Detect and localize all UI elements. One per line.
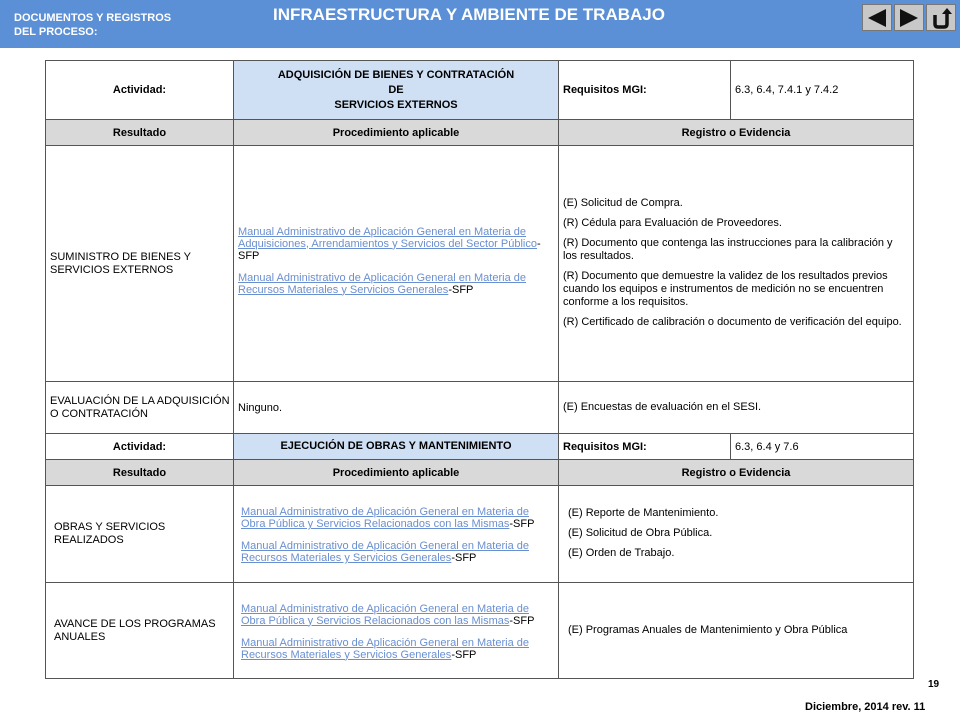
record-cell bbox=[559, 146, 914, 382]
procedure-cell bbox=[234, 583, 559, 679]
result-cell: AVANCE DE LOS PROGRAMAS ANUALES bbox=[46, 583, 234, 679]
activity-title bbox=[234, 61, 559, 120]
column-header-row-2 bbox=[46, 460, 914, 486]
record-cell: (E) Encuestas de evaluación en el SESI. bbox=[559, 382, 914, 434]
revision-date: Diciembre, 2014 rev. 11 bbox=[805, 701, 926, 713]
procedure-cell: Ninguno. bbox=[234, 382, 559, 434]
activity-title: EJECUCIÓN DE OBRAS Y MANTENIMIENTO bbox=[234, 434, 559, 460]
activity-title-line2: DE bbox=[388, 83, 404, 96]
activity-label: Actividad: bbox=[46, 434, 234, 460]
record-item: (R) Documento que demuestre la validez de los resultados previos cuando los equipos e instrumentos de medición no se encuentren conforme a los requisitos. bbox=[563, 270, 888, 308]
column-header-procedure: Procedimiento aplicable bbox=[234, 120, 559, 146]
column-header-record: Registro o Evidencia bbox=[559, 460, 914, 486]
return-button[interactable] bbox=[926, 4, 956, 31]
process-records-table bbox=[45, 60, 914, 679]
column-header-result: Resultado bbox=[46, 120, 234, 146]
header-section-label bbox=[14, 11, 214, 39]
forward-button[interactable] bbox=[894, 4, 924, 31]
page-title: INFRAESTRUCTURA Y AMBIENTE DE TRABAJO bbox=[273, 5, 665, 24]
procedure-link[interactable]: Manual Administrativo de Aplicación General en Materia de Obra Pública y Servicios Relacionados con las Mismas bbox=[241, 506, 529, 530]
record-item: (E) Solicitud de Obra Pública. bbox=[568, 527, 713, 539]
procedure-suffix: -SFP bbox=[509, 518, 535, 530]
page-number: 19 bbox=[928, 679, 940, 690]
requirements-value: 6.3, 6.4, 7.4.1 y 7.4.2 bbox=[731, 61, 914, 120]
record-item: (E) Solicitud de Compra. bbox=[563, 197, 683, 209]
record-cell: (E) Programas Anuales de Mantenimiento y Obra Pública bbox=[559, 583, 914, 679]
return-icon bbox=[930, 7, 952, 29]
header-bar bbox=[0, 0, 960, 48]
procedure-link[interactable]: Manual Administrativo de Aplicación General en Materia de Recursos Materiales y Servicios Generales bbox=[241, 540, 529, 564]
record-item: (E) Orden de Trabajo. bbox=[568, 547, 675, 559]
procedure-suffix: -SFP bbox=[238, 237, 541, 262]
procedure-suffix: -SFP bbox=[448, 283, 474, 296]
procedure-link[interactable]: Manual Administrativo de Aplicación General en Materia de Recursos Materiales y Servicios Generales bbox=[241, 636, 529, 661]
column-header-result: Resultado bbox=[46, 460, 234, 486]
back-icon bbox=[866, 8, 888, 28]
procedure-link[interactable]: Manual Administrativo de Aplicación General en Materia de Obra Pública y Servicios Relacionados con las Mismas bbox=[241, 602, 529, 627]
procedure-cell bbox=[234, 486, 559, 583]
procedure-suffix: -SFP bbox=[509, 614, 535, 627]
activity-row-1 bbox=[46, 61, 914, 120]
procedure-cell bbox=[234, 146, 559, 382]
result-cell: SUMINISTRO DE BIENES Y SERVICIOS EXTERNOS bbox=[46, 146, 234, 382]
column-header-row-1 bbox=[46, 120, 914, 146]
nav-buttons bbox=[862, 4, 956, 31]
table-row bbox=[46, 486, 914, 583]
record-cell bbox=[559, 486, 914, 583]
activity-row-2 bbox=[46, 434, 914, 460]
requirements-label: Requisitos MGI: bbox=[559, 61, 731, 120]
table-row bbox=[46, 382, 914, 434]
forward-icon bbox=[898, 8, 920, 28]
procedure-suffix: -SFP bbox=[451, 552, 477, 564]
result-cell: OBRAS Y SERVICIOS REALIZADOS bbox=[46, 486, 234, 583]
table-row bbox=[46, 146, 914, 382]
record-item: (R) Cédula para Evaluación de Proveedores. bbox=[563, 217, 782, 229]
requirements-label: Requisitos MGI: bbox=[559, 434, 731, 460]
procedure-link[interactable]: Manual Administrativo de Aplicación General en Materia de Adquisiciones, Arrendamientos y Servicios del Sector Público bbox=[238, 225, 537, 250]
requirements-value: 6.3, 6.4 y 7.6 bbox=[731, 434, 914, 460]
table-row bbox=[46, 583, 914, 679]
header-label-line1: DOCUMENTOS Y REGISTROS bbox=[14, 12, 172, 24]
result-cell: EVALUACIÓN DE LA ADQUISICIÓN O CONTRATACIÓN bbox=[46, 382, 234, 434]
activity-title-line1: ADQUISICIÓN DE BIENES Y CONTRATACIÓN bbox=[277, 68, 515, 81]
activity-title-line3: SERVICIOS EXTERNOS bbox=[334, 98, 458, 111]
column-header-procedure: Procedimiento aplicable bbox=[234, 460, 559, 486]
procedure-suffix: -SFP bbox=[451, 648, 477, 661]
record-item: (E) Reporte de Mantenimiento. bbox=[568, 507, 719, 519]
activity-label: Actividad: bbox=[46, 61, 234, 120]
column-header-record: Registro o Evidencia bbox=[559, 120, 914, 146]
record-item: (R) Documento que contenga las instrucciones para la calibración y los resultados. bbox=[563, 237, 893, 262]
record-item: (R) Certificado de calibración o documento de verificación del equipo. bbox=[563, 316, 902, 328]
header-label-line2: DEL PROCESO: bbox=[14, 26, 98, 38]
procedure-link[interactable]: Manual Administrativo de Aplicación General en Materia de Recursos Materiales y Servicios Generales bbox=[238, 271, 526, 296]
back-button[interactable] bbox=[862, 4, 892, 31]
